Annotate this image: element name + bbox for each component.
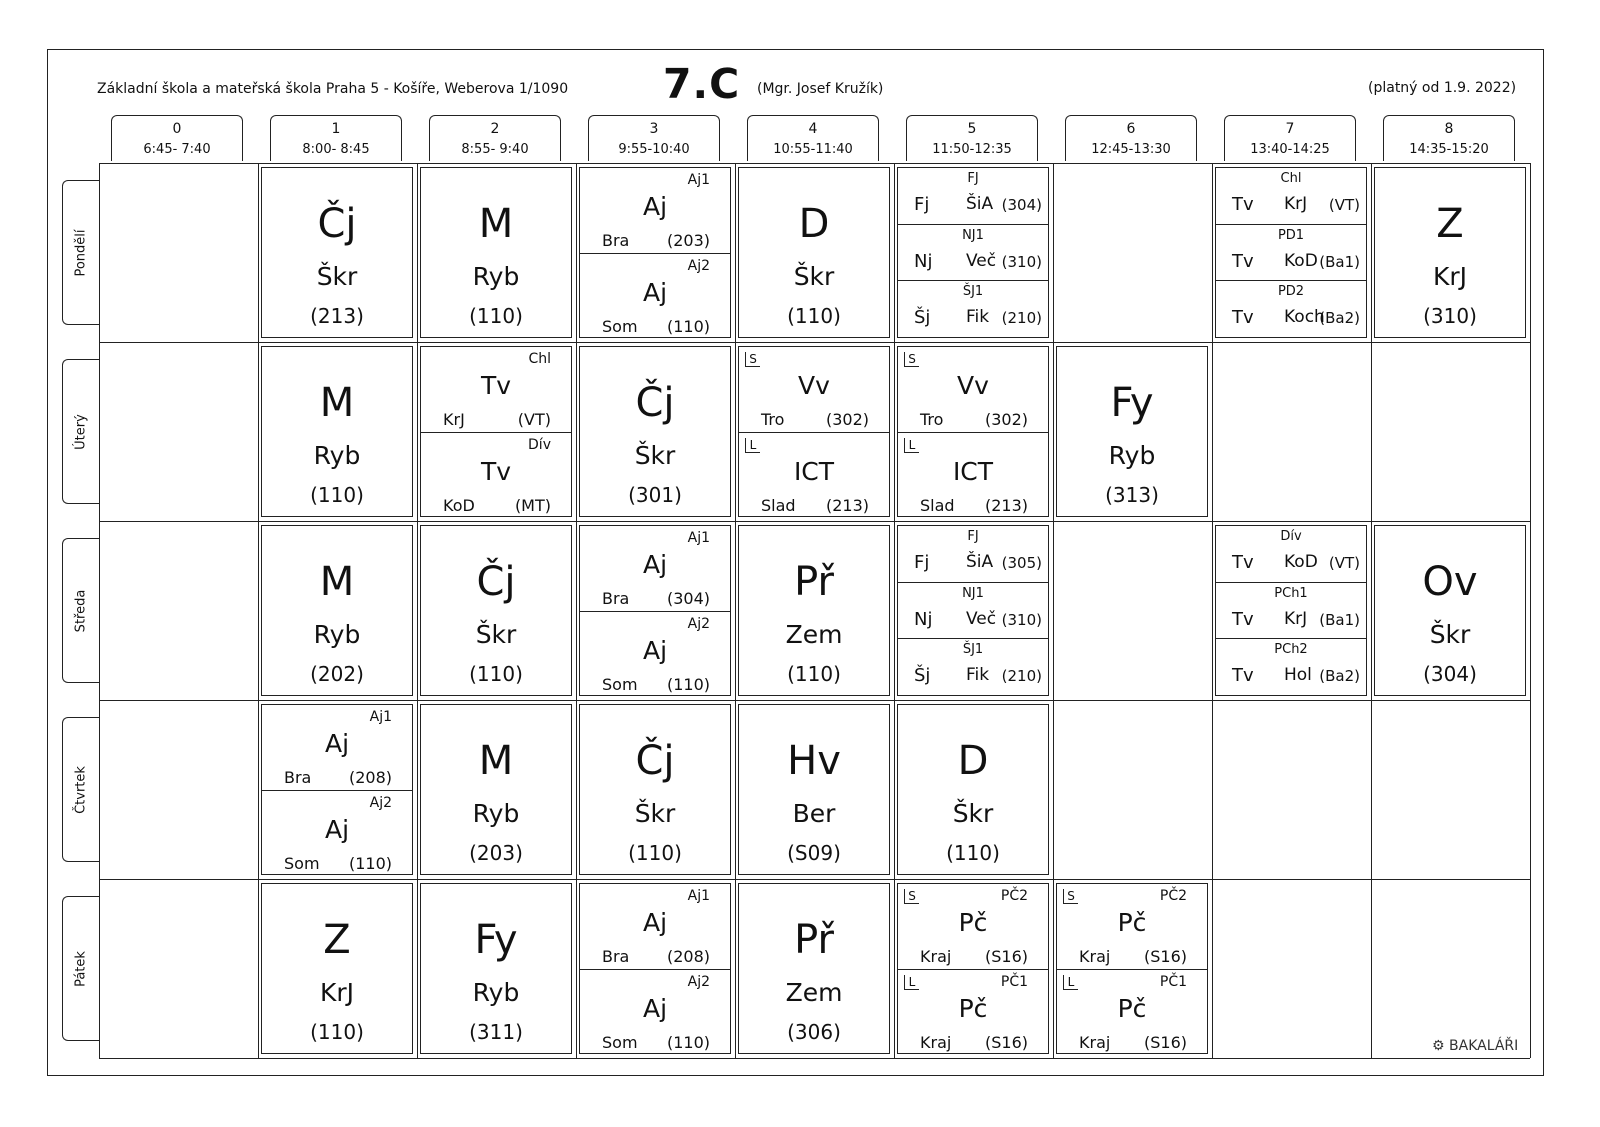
lesson-room: (301) (628, 483, 682, 507)
lesson-cell[interactable] (897, 346, 1049, 517)
lesson-teacher: Več (966, 609, 997, 629)
group-name: Dív (528, 437, 551, 453)
period-time: 13:40-14:25 (1250, 142, 1330, 157)
group-name: Dív (1280, 529, 1302, 544)
lesson-subject: Tv (1232, 552, 1254, 573)
day-label-0 (62, 180, 99, 325)
lesson-group (1216, 224, 1366, 281)
lesson-teacher: Bra (284, 768, 312, 787)
lesson-subject: ICT (793, 457, 835, 486)
lesson-room: (203) (666, 231, 710, 250)
lesson-subject: M (319, 380, 355, 426)
valid-from: (platný od 1.9. 2022) (1368, 80, 1517, 96)
lesson-group (739, 432, 889, 517)
lesson-teacher: ŠiA (966, 194, 994, 214)
lesson-room: (S09) (787, 841, 841, 865)
group-name: FJ (967, 529, 979, 544)
group-name: PD2 (1277, 284, 1305, 299)
lesson-room: (304) (666, 589, 710, 608)
group-name: PCh2 (1274, 642, 1308, 657)
lesson-room: (110) (628, 841, 682, 865)
lesson-cell[interactable] (579, 346, 731, 517)
lesson-room: (VT) (1328, 554, 1360, 572)
lesson-room: (208) (348, 768, 392, 787)
lesson-subject: Nj (914, 609, 933, 630)
week-mark: L (904, 975, 919, 990)
lesson-subject: Aj (324, 815, 350, 844)
group-name: PCh1 (1274, 586, 1308, 601)
lesson-teacher: ŠiA (966, 552, 994, 572)
lesson-room: (304) (1423, 662, 1477, 686)
lesson-subject: D (798, 201, 830, 247)
lesson-cell[interactable] (738, 525, 890, 696)
group-name: Chl (1280, 171, 1302, 186)
lesson-subject: Vv (957, 371, 989, 400)
week-mark: S (904, 889, 919, 904)
period-header-0 (111, 115, 243, 161)
lesson-room: (210) (1001, 309, 1042, 327)
grid-col-line (735, 163, 736, 1058)
lesson-room: (313) (1105, 483, 1159, 507)
grid-col-line (1530, 163, 1531, 1058)
period-number: 7 (1285, 121, 1295, 137)
lesson-subject: Fj (914, 552, 930, 573)
lesson-teacher: Fik (966, 665, 990, 685)
lesson-group (898, 347, 1048, 432)
lesson-group (898, 582, 1048, 639)
group-name: PČ1 (1000, 974, 1028, 990)
lesson-subject: Tv (1232, 665, 1254, 686)
lesson-subject: Čj (476, 559, 516, 605)
lesson-subject: Vv (798, 371, 830, 400)
lesson-group (1216, 526, 1366, 582)
lesson-subject: Z (1436, 201, 1464, 247)
lesson-cell[interactable] (579, 883, 731, 1054)
lesson-teacher: Ber (792, 799, 836, 828)
lesson-room: (110) (469, 662, 523, 686)
period-number: 8 (1444, 121, 1454, 137)
lesson-teacher: Bra (602, 947, 630, 966)
lesson-cell[interactable] (420, 525, 572, 696)
lesson-subject: Čj (635, 380, 675, 426)
day-name: Pondělí (73, 228, 89, 277)
lesson-teacher: Bra (602, 589, 630, 608)
lesson-cell[interactable] (1215, 167, 1367, 338)
lesson-subject: Tv (480, 371, 512, 400)
lesson-subject: Fy (474, 917, 518, 963)
lesson-teacher: Som (602, 317, 638, 336)
lesson-teacher: Več (966, 251, 997, 271)
lesson-teacher: Tro (761, 410, 785, 429)
week-mark: L (904, 438, 919, 453)
lesson-teacher: Kraj (1079, 1033, 1111, 1052)
period-number: 5 (967, 121, 977, 137)
group-name: Aj2 (369, 795, 392, 811)
grid-col-line (1053, 163, 1054, 1058)
lesson-teacher: Ryb (472, 978, 520, 1007)
group-name: Aj1 (687, 530, 710, 546)
lesson-group (898, 168, 1048, 224)
period-number: 6 (1126, 121, 1136, 137)
period-header-3 (588, 115, 720, 161)
period-header-8 (1383, 115, 1515, 161)
lesson-room: (Ba2) (1319, 667, 1360, 685)
day-name: Pátek (73, 950, 89, 987)
lesson-group (421, 432, 571, 517)
lesson-teacher: Kraj (920, 1033, 952, 1052)
group-name: PČ1 (1159, 974, 1187, 990)
lesson-teacher: KoD (1284, 552, 1318, 572)
day-label-4 (62, 896, 99, 1041)
grid-col-line (258, 163, 259, 1058)
lesson-group (1057, 969, 1207, 1054)
period-time: 11:50-12:35 (932, 142, 1012, 157)
lesson-subject: Př (794, 559, 834, 605)
lesson-subject: M (478, 738, 514, 784)
lesson-subject: Šj (914, 665, 931, 686)
lesson-cell[interactable] (738, 704, 890, 875)
group-name: Aj1 (687, 888, 710, 904)
lesson-subject: Př (794, 917, 834, 963)
lesson-teacher: Škr (316, 262, 358, 291)
class-name: 7.C (663, 60, 741, 108)
class-teacher: (Mgr. Josef Kružík) (757, 81, 884, 97)
lesson-teacher: Kraj (920, 947, 952, 966)
lesson-room: (S16) (985, 947, 1028, 966)
lesson-group (580, 168, 730, 253)
lesson-subject: Hv (787, 738, 841, 784)
lesson-group (580, 611, 730, 696)
group-name: PČ2 (1159, 888, 1187, 904)
group-name: Aj1 (369, 709, 392, 725)
lesson-group (898, 432, 1048, 517)
lesson-room: (310) (1001, 253, 1042, 271)
grid-col-line (1212, 163, 1213, 1058)
group-name: Chl (528, 351, 551, 367)
lesson-teacher: Zem (785, 620, 843, 649)
lesson-teacher: Som (284, 854, 320, 873)
lesson-subject: Tv (1232, 251, 1254, 272)
day-name: Čtvrtek (73, 765, 89, 814)
period-header-7 (1224, 115, 1356, 161)
lesson-subject: Pč (1117, 994, 1147, 1023)
lesson-cell[interactable] (1056, 883, 1208, 1054)
grid-row-line (99, 342, 1530, 343)
period-time: 6:45- 7:40 (143, 142, 211, 157)
lesson-subject: ICT (952, 457, 994, 486)
group-name: Aj2 (687, 616, 710, 632)
lesson-group (580, 253, 730, 338)
lesson-subject: M (319, 559, 355, 605)
grid-row-line (99, 879, 1530, 880)
period-time: 8:00- 8:45 (302, 142, 370, 157)
lesson-cell[interactable] (1215, 525, 1367, 696)
lesson-room: (Ba1) (1319, 253, 1360, 271)
day-name: Úterý (73, 413, 89, 450)
lesson-group (1216, 168, 1366, 224)
lesson-cell[interactable] (897, 883, 1049, 1054)
grid-col-line (99, 163, 100, 1058)
lesson-group (898, 280, 1048, 337)
lesson-room: (VT) (1328, 196, 1360, 214)
lesson-group (898, 884, 1048, 969)
day-name: Středa (73, 589, 89, 632)
lesson-room: (213) (825, 496, 869, 515)
lesson-room: (110) (310, 1020, 364, 1044)
grid-col-line (417, 163, 418, 1058)
lesson-room: (110) (787, 662, 841, 686)
lesson-room: (110) (310, 483, 364, 507)
lesson-cell[interactable] (261, 704, 413, 875)
lesson-group (898, 526, 1048, 582)
lesson-cell[interactable] (579, 704, 731, 875)
school-name: Základní škola a mateřská škola Praha 5 - Košíře, Weberova 1/1090 (97, 81, 569, 97)
period-header-1 (270, 115, 402, 161)
lesson-group (580, 969, 730, 1054)
lesson-teacher: Fik (966, 307, 990, 327)
lesson-subject: Tv (1232, 194, 1254, 215)
period-header-5 (906, 115, 1038, 161)
lesson-group (262, 790, 412, 875)
lesson-subject: Tv (480, 457, 512, 486)
lesson-teacher: Som (602, 1033, 638, 1052)
lesson-room: (202) (310, 662, 364, 686)
lesson-teacher: KrJ (1432, 262, 1468, 291)
grid-row-line (99, 521, 1530, 522)
lesson-room: (305) (1001, 554, 1042, 572)
lesson-room: (208) (666, 947, 710, 966)
lesson-group (739, 347, 889, 432)
lesson-teacher: Škr (1429, 620, 1471, 649)
lesson-cell[interactable] (261, 346, 413, 517)
group-name: Aj2 (687, 974, 710, 990)
bakalari-logo: ⚙ BAKALÁŘI (1432, 1038, 1519, 1054)
lesson-teacher: Škr (634, 799, 676, 828)
lesson-subject: M (478, 201, 514, 247)
week-mark: L (1063, 975, 1078, 990)
lesson-cell[interactable] (738, 346, 890, 517)
lesson-room: (310) (1001, 611, 1042, 629)
period-header-4 (747, 115, 879, 161)
lesson-teacher: Zem (785, 978, 843, 1007)
lesson-subject: Aj (642, 636, 668, 665)
day-label-2 (62, 538, 99, 683)
week-mark: S (745, 352, 760, 367)
group-name: PČ2 (1000, 888, 1028, 904)
period-time: 10:55-11:40 (773, 142, 853, 157)
period-header-6 (1065, 115, 1197, 161)
lesson-teacher: Tro (920, 410, 944, 429)
lesson-group (1057, 884, 1207, 969)
lesson-teacher: Ryb (1108, 441, 1156, 470)
group-name: FJ (967, 171, 979, 186)
lesson-teacher: Bra (602, 231, 630, 250)
lesson-room: (110) (469, 304, 523, 328)
lesson-teacher: Ryb (313, 620, 361, 649)
lesson-cell[interactable] (420, 704, 572, 875)
lesson-room: (MT) (514, 496, 551, 515)
lesson-subject: Aj (324, 729, 350, 758)
grid-col-line (894, 163, 895, 1058)
lesson-teacher: Škr (634, 441, 676, 470)
lesson-room: (110) (666, 675, 710, 694)
group-name: NJ1 (962, 586, 984, 601)
lesson-teacher: Škr (952, 799, 994, 828)
lesson-teacher: Ryb (313, 441, 361, 470)
lesson-group (580, 526, 730, 611)
period-number: 0 (172, 121, 182, 137)
lesson-subject: Aj (642, 550, 668, 579)
lesson-teacher: Ryb (472, 799, 520, 828)
logo-text: BAKALÁŘI (1449, 1038, 1519, 1054)
lesson-room: (310) (1423, 304, 1477, 328)
lesson-cell[interactable] (420, 346, 572, 517)
lesson-group (898, 969, 1048, 1054)
lesson-room: (110) (787, 304, 841, 328)
lesson-cell[interactable] (261, 883, 413, 1054)
lesson-subject: Čj (635, 738, 675, 784)
lesson-teacher: Hol (1284, 665, 1312, 685)
lesson-cell[interactable] (1374, 525, 1526, 696)
lesson-room: (304) (1001, 196, 1042, 214)
lesson-subject: D (957, 738, 989, 784)
lesson-subject: Aj (642, 278, 668, 307)
lesson-cell[interactable] (261, 525, 413, 696)
period-number: 2 (490, 121, 500, 137)
grid-row-line (99, 700, 1530, 701)
period-number: 4 (808, 121, 818, 137)
day-label-3 (62, 717, 99, 862)
lesson-subject: Pč (958, 908, 988, 937)
lesson-room: (Ba2) (1319, 309, 1360, 327)
lesson-room: (302) (825, 410, 869, 429)
lesson-room: (S16) (985, 1033, 1028, 1052)
lesson-cell[interactable] (897, 704, 1049, 875)
lesson-teacher: Som (602, 675, 638, 694)
lesson-cell[interactable] (261, 167, 413, 338)
group-name: ŠJ1 (962, 642, 984, 657)
lesson-room: (110) (666, 1033, 710, 1052)
lesson-subject: Aj (642, 192, 668, 221)
lesson-cell[interactable] (1056, 346, 1208, 517)
group-name: PD1 (1277, 228, 1305, 243)
lesson-subject: Tv (1232, 609, 1254, 630)
lesson-group (1216, 582, 1366, 639)
lesson-room: (S16) (1144, 947, 1187, 966)
period-number: 3 (649, 121, 659, 137)
lesson-room: (VT) (517, 410, 551, 429)
lesson-subject: Nj (914, 251, 933, 272)
lesson-teacher: KoD (443, 496, 475, 515)
week-mark: S (904, 352, 919, 367)
group-name: Aj2 (687, 258, 710, 274)
lesson-teacher: KrJ (1284, 194, 1308, 214)
lesson-cell[interactable] (420, 883, 572, 1054)
week-mark: S (1063, 889, 1078, 904)
period-time: 14:35-15:20 (1409, 142, 1489, 157)
lesson-subject: Pč (1117, 908, 1147, 937)
lesson-room: (302) (984, 410, 1028, 429)
lesson-teacher: KrJ (319, 978, 355, 1007)
lesson-cell[interactable] (897, 167, 1049, 338)
lesson-room: (203) (469, 841, 523, 865)
lesson-subject: Tv (1232, 307, 1254, 328)
lesson-cell[interactable] (897, 525, 1049, 696)
lesson-room: (213) (310, 304, 364, 328)
lesson-cell[interactable] (579, 167, 731, 338)
lesson-group (262, 705, 412, 790)
lesson-subject: Aj (642, 994, 668, 1023)
lesson-teacher: KrJ (443, 410, 465, 429)
lesson-subject: Z (323, 917, 351, 963)
period-time: 12:45-13:30 (1091, 142, 1171, 157)
lesson-group (898, 224, 1048, 281)
lesson-teacher: Slad (761, 496, 796, 515)
grid-row-line (99, 163, 1530, 164)
grid-col-line (576, 163, 577, 1058)
week-mark: L (745, 438, 760, 453)
period-header-2 (429, 115, 561, 161)
lesson-group (421, 347, 571, 432)
lesson-group (580, 884, 730, 969)
group-name: ŠJ1 (962, 284, 984, 299)
lesson-teacher: Koch (1284, 307, 1325, 327)
day-label-1 (62, 359, 99, 504)
lesson-teacher: Ryb (472, 262, 520, 291)
lesson-subject: Čj (317, 201, 357, 247)
lesson-room: (210) (1001, 667, 1042, 685)
lesson-room: (110) (348, 854, 392, 873)
lesson-subject: Aj (642, 908, 668, 937)
grid-row-line (99, 1058, 1530, 1059)
lesson-subject: Šj (914, 307, 931, 328)
lesson-teacher: Slad (920, 496, 955, 515)
lesson-cell[interactable] (420, 167, 572, 338)
group-name: Aj1 (687, 172, 710, 188)
lesson-cell[interactable] (738, 883, 890, 1054)
lesson-group (1216, 638, 1366, 695)
lesson-subject: Pč (958, 994, 988, 1023)
period-time: 9:55-10:40 (618, 142, 690, 157)
lesson-teacher: KoD (1284, 251, 1318, 271)
period-number: 1 (331, 121, 341, 137)
lesson-subject: Fy (1110, 380, 1154, 426)
lesson-subject: Fj (914, 194, 930, 215)
lesson-room: (S16) (1144, 1033, 1187, 1052)
group-name: NJ1 (962, 228, 984, 243)
lesson-room: (110) (946, 841, 1000, 865)
lesson-room: (Ba1) (1319, 611, 1360, 629)
lesson-room: (311) (469, 1020, 523, 1044)
lesson-cell[interactable] (738, 167, 890, 338)
period-time: 8:55- 9:40 (461, 142, 529, 157)
lesson-room: (110) (666, 317, 710, 336)
grid-col-line (1371, 163, 1372, 1058)
lesson-room: (306) (787, 1020, 841, 1044)
lesson-teacher: Kraj (1079, 947, 1111, 966)
lesson-group (898, 638, 1048, 695)
lesson-teacher: KrJ (1284, 609, 1308, 629)
lesson-subject: Ov (1422, 559, 1478, 605)
lesson-cell[interactable] (579, 525, 731, 696)
lesson-cell[interactable] (1374, 167, 1526, 338)
lesson-teacher: Škr (793, 262, 835, 291)
lesson-group (1216, 280, 1366, 337)
lesson-room: (213) (984, 496, 1028, 515)
lesson-teacher: Škr (475, 620, 517, 649)
